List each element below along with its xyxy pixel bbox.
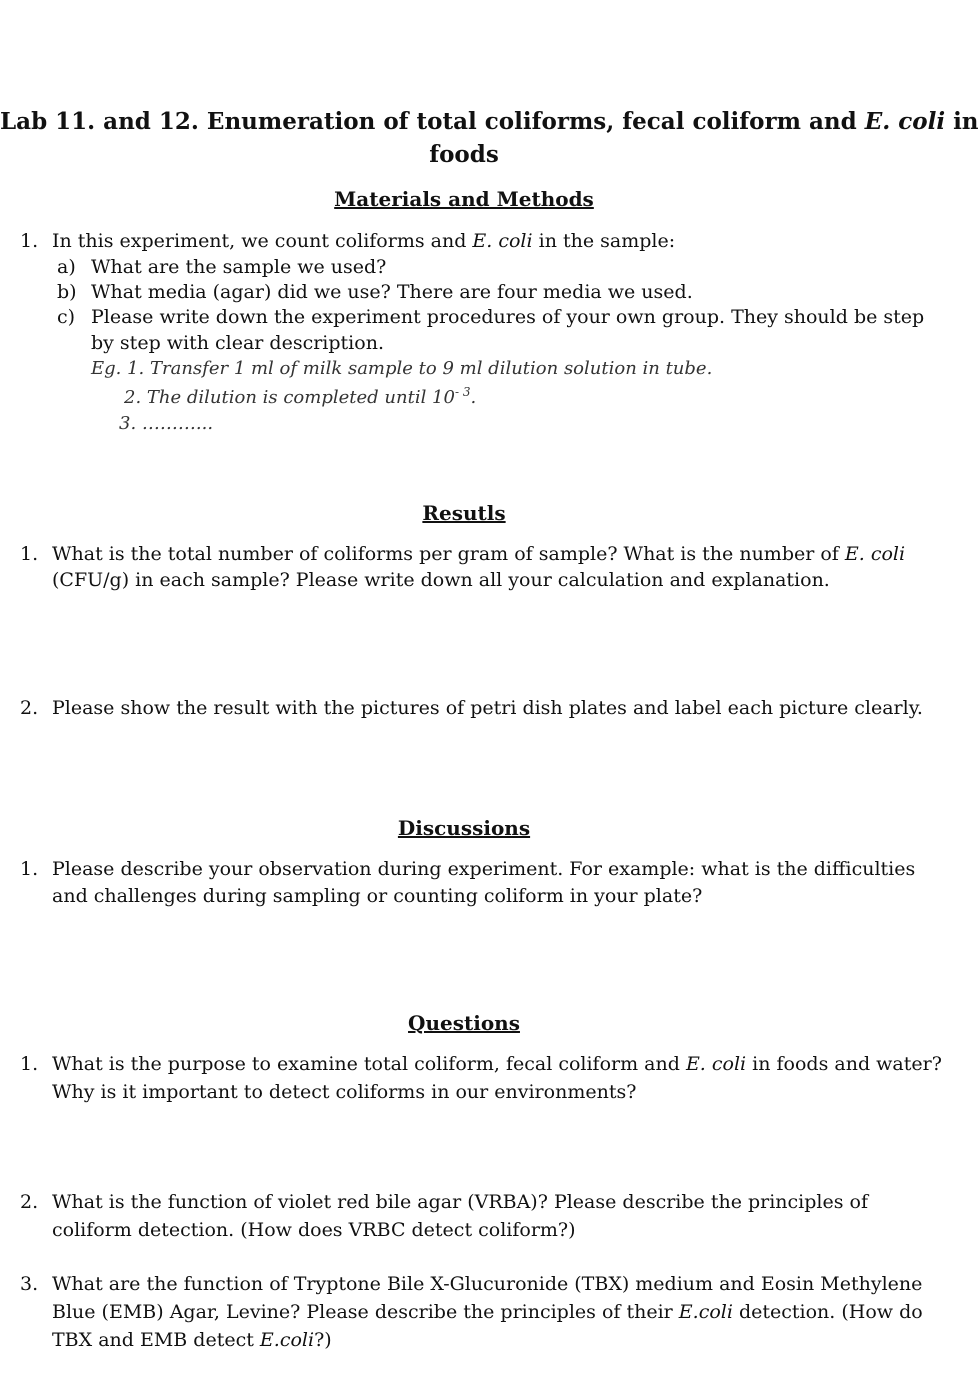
example-step-3: 3. ………... xyxy=(119,413,214,434)
materials-q1-text xyxy=(52,230,675,252)
results-q2-text: Please show the result with the pictures of petri dish plates and label each picture clearly. xyxy=(52,697,923,719)
title-text-2: in xyxy=(945,108,979,135)
item-c-label: c) xyxy=(57,306,76,328)
example-step-2-text: 2. The dilution is completed until 10 xyxy=(124,387,455,408)
discussions-q1-number: 1. xyxy=(20,858,39,880)
questions-q3-line3-post: ?) xyxy=(314,1329,332,1351)
item-b-label: b) xyxy=(57,281,77,303)
questions-q1-line2: Why is it important to detect coliforms in our environments? xyxy=(52,1081,637,1103)
example-step-2-exponent: - 3 xyxy=(454,385,471,399)
page-title xyxy=(0,108,979,135)
results-q1-italic: E. coli xyxy=(844,543,906,565)
questions-q1-pre: What is the purpose to examine total coliform, fecal coliform and xyxy=(52,1053,686,1075)
example-step-2-end: . xyxy=(470,387,477,408)
materials-q1-pre: In this experiment, we count coliforms and xyxy=(52,230,473,252)
materials-q1-italic: E. coli xyxy=(472,230,533,252)
discussions-heading: Discussions xyxy=(397,816,531,840)
results-q1-line1 xyxy=(52,543,905,565)
questions-q2-number: 2. xyxy=(20,1191,39,1213)
results-q1-pre: What is the total number of coliforms per gram of sample? What is the number of xyxy=(52,543,845,565)
title-text-1: Lab 11. and 12. Enumeration of total coliforms, fecal coliform and xyxy=(0,108,865,135)
example-step-2 xyxy=(124,385,476,408)
discussions-q1-line1: Please describe your observation during experiment. For example: what is the difficulties xyxy=(52,858,916,880)
questions-q3-number: 3. xyxy=(20,1273,39,1295)
results-q2-number: 2. xyxy=(20,697,39,719)
item-b-text: What media (agar) did we use? There are four media we used. xyxy=(91,281,693,303)
questions-q3-line3 xyxy=(52,1329,332,1351)
example-step-1: Eg. 1. Transfer 1 ml of milk sample to 9 ml dilution solution in tube. xyxy=(91,358,713,379)
questions-q3-line2-pre: Blue (EMB) Agar, Levine? Please describe the principles of their xyxy=(52,1301,679,1323)
item-a-text: What are the sample we used? xyxy=(91,256,387,278)
title-italic: E. coli xyxy=(864,108,946,135)
results-q1-number: 1. xyxy=(20,543,39,565)
item-c-text-1: Please write down the experiment procedures of your own group. They should be step xyxy=(91,306,925,328)
questions-q1-line1 xyxy=(52,1053,942,1075)
questions-heading: Questions xyxy=(408,1011,520,1035)
questions-q1-italic: E. coli xyxy=(685,1053,747,1075)
questions-q2-line1: What is the function of violet red bile agar (VRBA)? Please describe the principles of xyxy=(52,1191,868,1213)
item-a-label: a) xyxy=(57,256,76,278)
questions-q2-line2: coliform detection. (How does VRBC detect coliform?) xyxy=(52,1219,576,1241)
item-c-text-2: by step with clear description. xyxy=(91,332,384,354)
questions-q3-line3-italic: E.coli xyxy=(259,1329,315,1351)
page-title-line2: foods xyxy=(429,141,499,168)
results-heading: Resutls xyxy=(422,501,506,525)
questions-q3-line1: What are the function of Tryptone Bile X-Glucuronide (TBX) medium and Eosin Methylene xyxy=(52,1273,923,1295)
questions-q3-line3-pre: TBX and EMB detect xyxy=(52,1329,260,1351)
questions-q3-line2-italic: E.coli xyxy=(678,1301,733,1323)
questions-q1-post: in foods and water? xyxy=(746,1053,942,1075)
discussions-q1-line2: and challenges during sampling or counting coliform in your plate? xyxy=(52,885,703,907)
materials-q1-post: in the sample: xyxy=(532,230,676,252)
materials-heading: Materials and Methods xyxy=(334,187,594,211)
results-q1-line2: (CFU/g) in each sample? Please write down all your calculation and explanation. xyxy=(52,569,830,591)
questions-q3-line2 xyxy=(52,1301,923,1323)
questions-q3-line2-post: detection. (How do xyxy=(732,1301,923,1323)
materials-q1-number: 1. xyxy=(20,230,39,252)
questions-q1-number: 1. xyxy=(20,1053,39,1075)
